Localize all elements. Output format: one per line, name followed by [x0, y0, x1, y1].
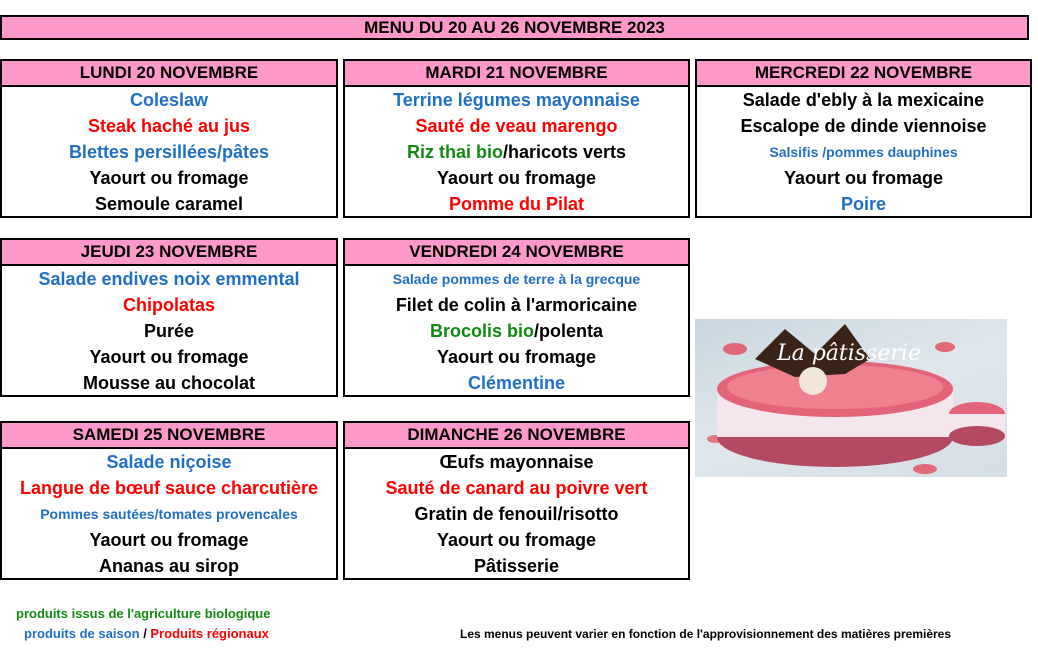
dish-row — [345, 191, 688, 217]
dish-row — [697, 165, 1030, 191]
dish-row — [345, 475, 688, 501]
dish-text: Terrine légumes mayonnaise — [393, 90, 640, 110]
day-header: SAMEDI 25 NOVEMBRE — [2, 423, 336, 449]
dish-text: Salade endives noix emmental — [38, 269, 300, 289]
dish-row — [2, 449, 336, 475]
dish-text: Yaourt ou fromage — [89, 168, 249, 188]
dish-row — [697, 87, 1030, 113]
day-box-tuesday — [343, 59, 690, 218]
dish-row — [2, 87, 336, 113]
dish-text: Salade pommes de terre à la grecque — [392, 271, 641, 287]
day-box-monday — [0, 59, 338, 218]
dish-text: Yaourt ou fromage — [89, 347, 249, 367]
dish-row — [345, 344, 688, 370]
dish-row — [2, 527, 336, 553]
dish-row — [697, 113, 1030, 139]
day-box-wednesday — [695, 59, 1032, 218]
dish-text: Yaourt ou fromage — [436, 347, 597, 367]
dish-row — [2, 191, 336, 217]
dish-list — [2, 87, 336, 217]
dish-text: Blettes persillées/pâtes — [68, 142, 270, 162]
dish-row — [2, 501, 336, 527]
dish-row — [2, 475, 336, 501]
dish-row — [2, 370, 336, 396]
dish-text: Yaourt ou fromage — [436, 530, 597, 550]
dish-text: /haricots verts — [502, 142, 627, 162]
legend-seasonal-regional — [24, 626, 269, 641]
dish-text: Salsifis /pommes dauphines — [769, 144, 958, 160]
supply-note: Les menus peuvent varier en fonction de l'approvisionnement des matières premières — [460, 627, 952, 641]
dish-text: Sauté de veau marengo — [415, 116, 618, 136]
dish-text: Œufs mayonnaise — [439, 452, 594, 472]
dish-text: Pommes sautées/tomates provencales — [40, 506, 298, 522]
dish-row — [345, 553, 688, 579]
dish-row — [2, 553, 336, 579]
dish-text: Salade d'ebly à la mexicaine — [742, 90, 985, 110]
dish-text: Semoule caramel — [94, 194, 244, 214]
dish-text: Gratin de fenouil/risotto — [414, 504, 619, 524]
photo-caption: La pâtisserie — [777, 341, 921, 366]
dish-text: Ananas au sirop — [98, 556, 240, 576]
dish-row — [345, 292, 688, 318]
dish-text: Poire — [840, 194, 887, 214]
dish-text: Yaourt ou fromage — [436, 168, 597, 188]
legend-bio: produits issus de l'agriculture biologique — [16, 606, 271, 621]
dish-text: Pomme du Pilat — [448, 194, 585, 214]
dish-row — [345, 266, 688, 292]
dish-list — [345, 87, 688, 217]
dish-row — [345, 318, 688, 344]
dish-row — [2, 139, 336, 165]
dish-list — [697, 87, 1030, 217]
dish-text: Langue de bœuf sauce charcutière — [19, 478, 319, 498]
dish-row — [345, 449, 688, 475]
dish-list — [345, 449, 688, 579]
day-header: DIMANCHE 26 NOVEMBRE — [345, 423, 688, 449]
dish-text: Coleslaw — [129, 90, 209, 110]
dish-row — [2, 266, 336, 292]
dish-row — [345, 501, 688, 527]
day-box-sunday — [343, 421, 690, 580]
day-header: VENDREDI 24 NOVEMBRE — [345, 240, 688, 266]
menu-title: MENU DU 20 AU 26 NOVEMBRE 2023 — [0, 15, 1029, 40]
day-header: JEUDI 23 NOVEMBRE — [2, 240, 336, 266]
dish-row — [345, 370, 688, 396]
day-header: MERCREDI 22 NOVEMBRE — [697, 61, 1030, 87]
day-box-thursday — [0, 238, 338, 397]
dish-row — [697, 139, 1030, 165]
dish-row — [345, 527, 688, 553]
dish-row — [2, 318, 336, 344]
dish-row — [2, 344, 336, 370]
dish-text: Clémentine — [467, 373, 566, 393]
dish-text: Yaourt ou fromage — [89, 530, 249, 550]
day-box-friday — [343, 238, 690, 397]
legend-seasonal: produits de saison — [24, 626, 140, 641]
dish-text: /polenta — [534, 321, 604, 341]
pastry-photo — [695, 319, 1007, 477]
dish-row — [2, 165, 336, 191]
dish-text: Salade niçoise — [106, 452, 232, 472]
dish-text: Riz thai bio — [406, 142, 503, 162]
dish-row — [697, 191, 1030, 217]
dish-row — [2, 113, 336, 139]
dish-text: Chipolatas — [122, 295, 215, 315]
dish-text: Sauté de canard au poivre vert — [385, 478, 648, 498]
dish-list — [2, 266, 336, 396]
day-box-saturday — [0, 421, 338, 580]
dish-text: Steak haché au jus — [87, 116, 251, 136]
dish-text: Pâtisserie — [473, 556, 560, 576]
dish-text: Escalope de dinde viennoise — [740, 116, 987, 136]
dish-list — [345, 266, 688, 396]
dish-text: Mousse au chocolat — [82, 373, 256, 393]
dish-list — [2, 449, 336, 579]
dish-row — [2, 292, 336, 318]
day-header: LUNDI 20 NOVEMBRE — [2, 61, 336, 87]
dish-row — [345, 87, 688, 113]
legend-regional: Produits régionaux — [150, 626, 269, 641]
dish-text: Filet de colin à l'armoricaine — [395, 295, 638, 315]
legend-separator: / — [139, 626, 151, 641]
dish-row — [345, 165, 688, 191]
dish-text: Brocolis bio — [429, 321, 534, 341]
dish-row — [345, 139, 688, 165]
day-header: MARDI 21 NOVEMBRE — [345, 61, 688, 87]
dish-row — [345, 113, 688, 139]
dish-text: Yaourt ou fromage — [783, 168, 944, 188]
dish-text: Purée — [143, 321, 195, 341]
